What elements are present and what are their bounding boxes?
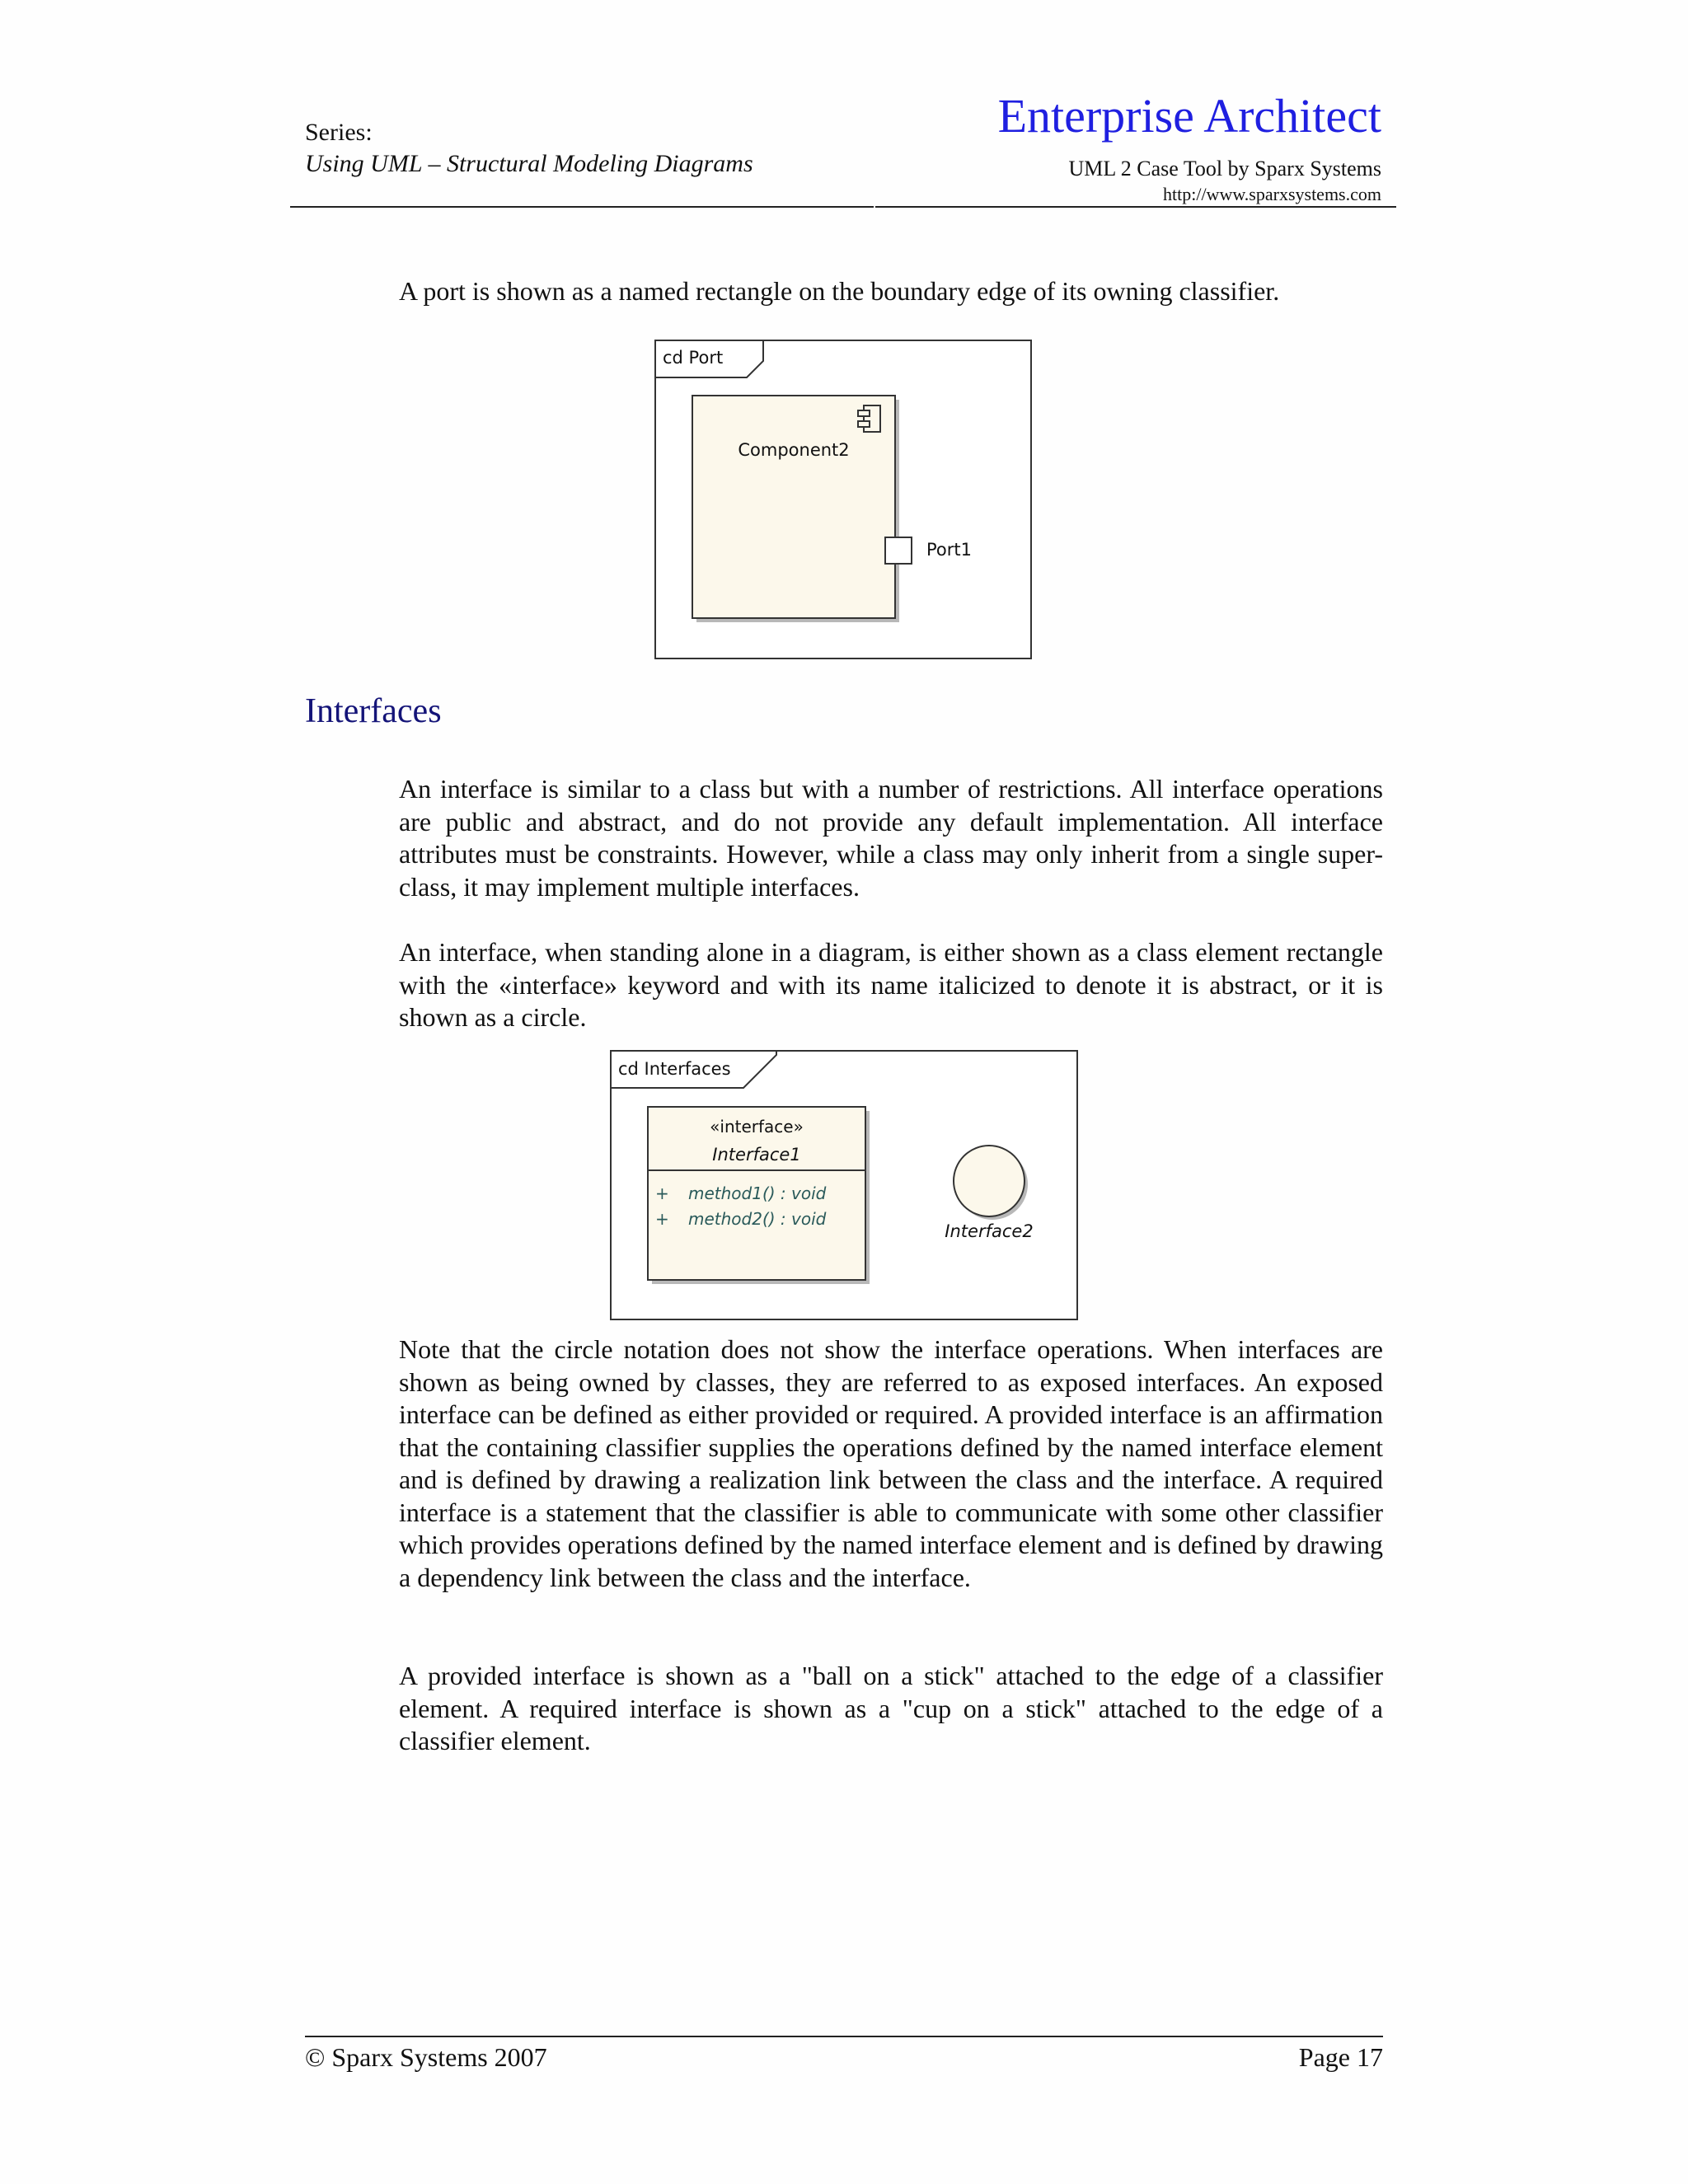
port1-square[interactable] [885,537,912,564]
provided-required-paragraph: A provided interface is shown as a "ball on a stick" attached to the edge of a classifier element. A required interface is shown as a "cup on a stick" attached to the edge of a classifier element. [399,1661,1383,1755]
footer-page-number: Page 17 [1298,2042,1383,2072]
interfaces-paragraph-1: An interface is similar to a class but with a number of restrictions. All interface operations are public and abstract, and do not provide any default implementation. All interface attributes must be constraints. However, while a class may only inherit from a single super-class, it may implement multiple interfaces. [399,774,1383,902]
brand-url[interactable]: http://www.sparxsystems.com [1163,184,1381,204]
notation-paragraph: Note that the circle notation does not show the interface operations. When interfaces are shown as being owned by classes, they are referred to as exposed interfaces. An exposed interface can be defined as either provided or required. A provided interface is an affirmation that the containing classifier supplies the operations defined by the named interface element and is defined by drawing a realization link between the class and the interface. A required interface is a statement that the classifier is able to communicate with some other classifier which provides operations defined by the named interface element and is defined by drawing a dependency link between the class and the interface. [399,1334,1383,1592]
header-rule-left [290,206,874,208]
section-heading: Interfaces [305,692,442,730]
interface2-circle[interactable] [954,1146,1025,1216]
series-title: Using UML – Structural Modeling Diagrams [305,150,753,177]
component2-name: Component2 [738,440,850,460]
operation-1-visibility: + [655,1183,669,1203]
footer-rule [305,2036,1383,2037]
intro-paragraph: A port is shown as a named rectangle on the boundary edge of its owning classifier. [399,276,1280,306]
interface1-stereotype: «interface» [710,1117,804,1137]
port-frame-label: cd Port [663,348,724,368]
interface2-name: Interface2 [945,1221,1034,1241]
interface1-name: Interface1 [712,1145,801,1165]
operation-1-signature: method1() : void [688,1183,827,1203]
port-diagram [654,340,1034,661]
interfaces-diagram [610,1050,1080,1322]
header-rule-right [875,206,1396,208]
series-label: Series: [305,119,373,146]
operation-2-visibility: + [655,1209,669,1229]
brand-title: Enterprise Architect [997,89,1381,143]
operation-2-signature: method2() : void [688,1209,827,1229]
footer-copyright: © Sparx Systems 2007 [305,2042,547,2072]
interfaces-paragraph-2: An interface, when standing alone in a diagram, is either shown as a class element rectangle with the «interface» keyword and with its name italicized to denote it is abstract, or it is shown as a circle. [399,937,1383,1032]
brand-tagline: UML 2 Case Tool by Sparx Systems [1068,157,1381,180]
interfaces-frame-label: cd Interfaces [618,1059,731,1079]
port1-label: Port1 [926,540,972,560]
